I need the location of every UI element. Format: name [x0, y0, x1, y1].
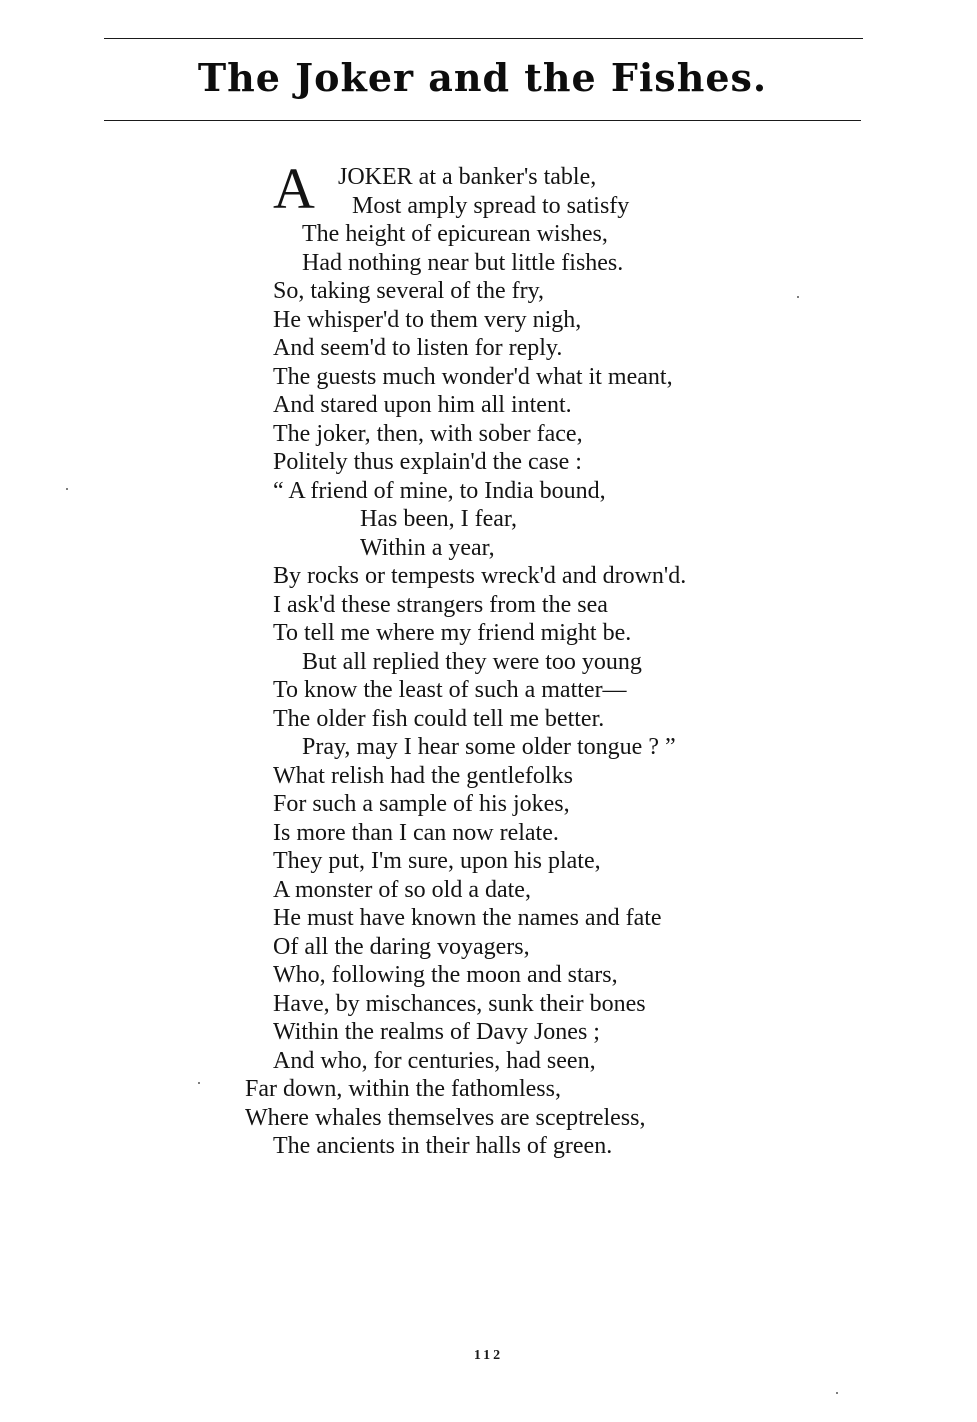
poem-line: And who, for centuries, had seen, — [273, 1047, 596, 1074]
poem-line: By rocks or tempests wreck'd and drown'd. — [273, 563, 687, 589]
poem-line: Pray, may I hear some older tongue ? ” — [302, 734, 676, 760]
poem-line: Where whales themselves are sceptreless, — [245, 1104, 646, 1131]
poem-line: They put, I'm sure, upon his plate, — [273, 848, 601, 874]
top-rule-tick — [855, 38, 863, 39]
poem-line: Have, by mischances, sunk their bones — [273, 990, 646, 1017]
poem-line: The ancients in their halls of green. — [273, 1133, 613, 1159]
poem-line: Within the realms of Davy Jones ; — [273, 1019, 600, 1045]
poem-line: Has been, I fear, — [360, 506, 517, 532]
poem-line: The joker, then, with sober face, — [273, 420, 583, 447]
print-speck — [836, 1392, 838, 1394]
poem-line: Most amply spread to satisfy — [352, 192, 630, 219]
poem-line: For such a sample of his jokes, — [273, 791, 570, 817]
poem-line: To know the least of such a matter— — [273, 677, 627, 703]
poem-line: And seem'd to listen for reply. — [273, 335, 563, 361]
poem-line: And stared upon him all intent. — [273, 392, 572, 418]
poem-line: Who, following the moon and stars, — [273, 962, 618, 988]
drop-cap: A — [273, 156, 315, 221]
print-speck — [198, 1082, 200, 1084]
page-title: The Joker and the Fishes. — [197, 55, 768, 100]
poem-line: The guests much wonder'd what it meant, — [273, 363, 673, 390]
poem-line: He must have known the names and fate — [273, 905, 662, 931]
poem-line: Is more than I can now relate. — [273, 819, 559, 846]
poem-line: I ask'd these strangers from the sea — [273, 591, 608, 618]
poem-line: But all replied they were too young — [302, 648, 642, 675]
poem-line: He whisper'd to them very nigh, — [273, 306, 582, 333]
poem-line: The older fish could tell me better. — [273, 705, 605, 732]
print-speck — [797, 296, 799, 298]
page-number: 112 — [473, 1348, 504, 1363]
poem-line: JOKER at a banker's table, — [338, 164, 597, 190]
poem-line: Within a year, — [360, 534, 495, 561]
poem-line: So, taking several of the fry, — [273, 278, 545, 304]
poem-line: To tell me where my friend might be. — [273, 620, 632, 646]
poem-line: What relish had the gentlefolks — [273, 762, 573, 789]
poem-line: Politely thus explain'd the case : — [273, 449, 582, 475]
top-rule — [104, 38, 861, 39]
poem-line: Had nothing near but little fishes. — [302, 249, 624, 276]
poem-line: The height of epicurean wishes, — [302, 221, 608, 247]
poem-line: Of all the daring voyagers, — [273, 933, 530, 960]
print-speck — [66, 488, 68, 490]
poem-line: Far down, within the fathomless, — [245, 1076, 561, 1102]
poem-line: “ A friend of mine, to India bound, — [273, 477, 606, 504]
poem-line: A monster of so old a date, — [273, 876, 531, 903]
title-underline-rule — [104, 120, 861, 121]
